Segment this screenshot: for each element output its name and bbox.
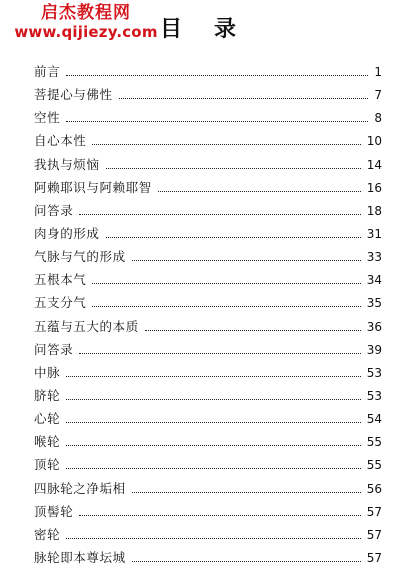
dot-leader <box>119 98 369 99</box>
watermark-url: www.qijiezy.com <box>14 22 158 41</box>
dot-leader <box>92 283 360 284</box>
dot-leader <box>79 515 360 516</box>
dot-leader <box>66 121 368 122</box>
dot-leader <box>145 330 361 331</box>
dot-leader <box>132 561 361 562</box>
dot-leader <box>132 260 361 261</box>
watermark-site-name: 启杰教程网 <box>41 3 131 23</box>
toc-entry-title: 我执与烦恼 <box>34 156 100 172</box>
toc-entry[interactable] <box>34 247 382 270</box>
toc-entry-page-number: 57 <box>366 527 382 542</box>
toc-entry-title: 密轮 <box>34 526 61 542</box>
toc-entry[interactable] <box>34 363 382 386</box>
toc-entry-page-number: 10 <box>366 134 382 149</box>
toc-entry-page-number: 7 <box>374 88 382 103</box>
toc-entry[interactable] <box>34 409 382 432</box>
dot-leader <box>79 214 360 215</box>
dot-leader <box>66 468 361 469</box>
toc-entry-page-number: 31 <box>366 226 382 241</box>
toc-entry-title: 心轮 <box>34 411 61 427</box>
toc-entry-page-number: 55 <box>366 458 382 473</box>
toc-entry-title: 肉身的形成 <box>34 225 100 241</box>
toc-entry-page-number: 54 <box>366 412 382 427</box>
toc-entry[interactable] <box>34 479 382 502</box>
toc-entry-title: 脐轮 <box>34 387 61 403</box>
toc-entry[interactable] <box>34 85 382 108</box>
toc-entry[interactable] <box>34 108 382 131</box>
toc-entry-title: 阿赖耶识与阿赖耶智 <box>34 179 152 195</box>
dot-leader <box>132 492 361 493</box>
toc-entry-title: 菩提心与佛性 <box>34 87 113 103</box>
toc-entry-page-number: 8 <box>374 111 382 126</box>
dot-leader <box>66 75 368 76</box>
dot-leader <box>79 353 360 354</box>
toc-entry-page-number: 56 <box>366 481 382 496</box>
toc-entry-page-number: 16 <box>366 180 382 195</box>
toc-entry-page-number: 33 <box>366 250 382 265</box>
toc-entry[interactable] <box>34 548 382 571</box>
site-watermark <box>6 4 166 41</box>
toc-entry-title: 顶轮 <box>34 457 61 473</box>
toc-entry-title: 顶髻轮 <box>34 503 74 519</box>
toc-entry-page-number: 14 <box>366 157 382 172</box>
toc-entry-page-number: 57 <box>366 550 382 565</box>
dot-leader <box>66 399 361 400</box>
table-of-contents <box>34 62 382 571</box>
toc-entry-title: 空性 <box>34 110 61 126</box>
toc-entry[interactable] <box>34 293 382 316</box>
toc-entry[interactable] <box>34 62 382 85</box>
toc-entry[interactable] <box>34 155 382 178</box>
page-title <box>160 12 260 43</box>
title-char-2: 录 <box>214 16 237 42</box>
toc-entry[interactable] <box>34 224 382 247</box>
toc-entry-title: 脉轮即本尊坛城 <box>34 549 126 565</box>
toc-entry[interactable] <box>34 201 382 224</box>
toc-entry-page-number: 39 <box>366 342 382 357</box>
toc-entry-page-number: 18 <box>366 203 382 218</box>
toc-entry[interactable] <box>34 386 382 409</box>
dot-leader <box>66 445 361 446</box>
toc-entry[interactable] <box>34 270 382 293</box>
dot-leader <box>106 237 361 238</box>
toc-entry[interactable] <box>34 178 382 201</box>
dot-leader <box>106 168 361 169</box>
toc-entry[interactable] <box>34 340 382 363</box>
toc-entry-title: 自心本性 <box>34 133 87 149</box>
toc-entry-page-number: 1 <box>374 65 382 79</box>
toc-entry-title: 喉轮 <box>34 434 61 450</box>
toc-entry[interactable] <box>34 317 382 340</box>
title-char-1: 目 <box>160 16 183 42</box>
dot-leader <box>66 538 361 539</box>
toc-entry[interactable] <box>34 131 382 154</box>
toc-entry[interactable] <box>34 455 382 478</box>
toc-entry-title: 气脉与气的形成 <box>34 249 126 265</box>
toc-entry-page-number: 36 <box>366 319 382 334</box>
dot-leader <box>158 191 361 192</box>
toc-entry-title: 五根本气 <box>34 272 87 288</box>
dot-leader <box>66 422 361 423</box>
toc-entry-page-number: 53 <box>366 365 382 380</box>
toc-entry-title: 前言 <box>34 64 61 79</box>
toc-entry[interactable] <box>34 432 382 455</box>
toc-entry-title: 问答录 <box>34 341 74 357</box>
toc-entry-page-number: 34 <box>366 273 382 288</box>
toc-entry-page-number: 53 <box>366 388 382 403</box>
toc-entry[interactable] <box>34 525 382 548</box>
toc-entry-title: 五支分气 <box>34 295 87 311</box>
toc-entry-title: 中脉 <box>34 364 61 380</box>
toc-entry-page-number: 57 <box>366 504 382 519</box>
dot-leader <box>92 306 360 307</box>
toc-entry-title: 五蕴与五大的本质 <box>34 318 139 334</box>
toc-entry-title: 四脉轮之净垢相 <box>34 480 126 496</box>
toc-entry[interactable] <box>34 502 382 525</box>
dot-leader <box>66 376 361 377</box>
dot-leader <box>92 144 360 145</box>
toc-entry-page-number: 55 <box>366 435 382 450</box>
toc-entry-page-number: 35 <box>366 296 382 311</box>
toc-entry-title: 问答录 <box>34 202 74 218</box>
